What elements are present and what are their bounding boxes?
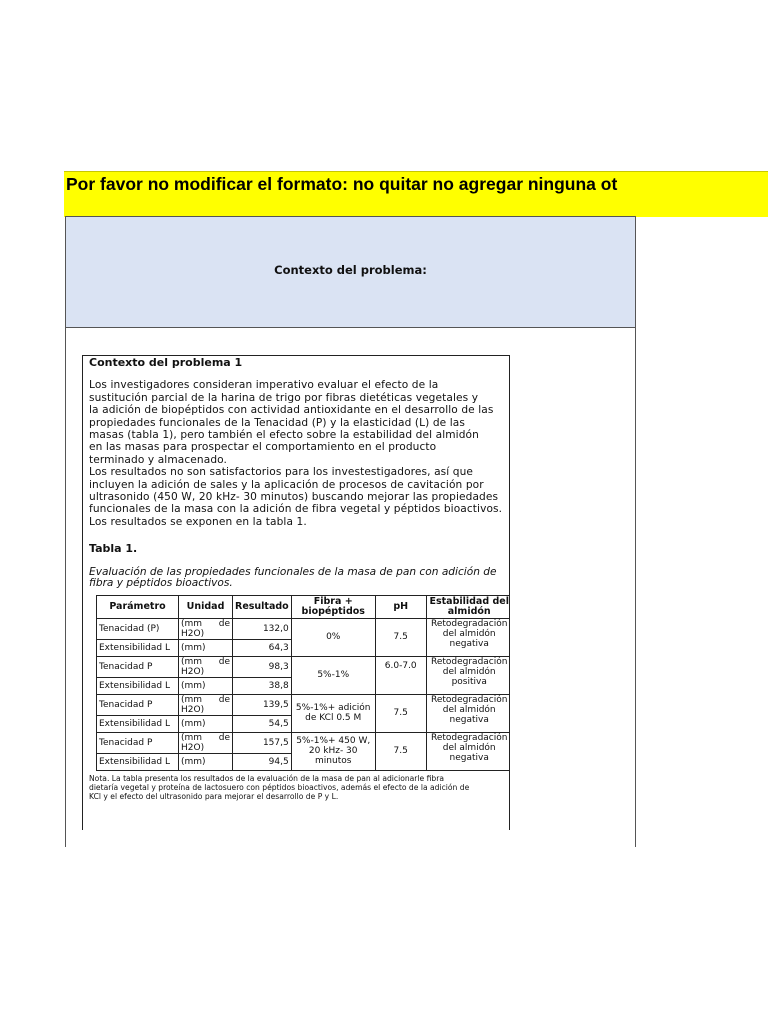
table-row [97, 732, 511, 753]
paragraph-line: ultrasonido (450 W, 20 kHz- 30 minutos) buscando mejorar las propiedades [89, 490, 499, 503]
table-label: Tabla 1. [89, 542, 138, 556]
paragraph-line: Los resultados se exponen en la tabla 1. [89, 515, 307, 528]
cell-estabilidad: Retodegradación del almidón negativa [426, 694, 510, 732]
paragraph-line: propiedades funcionales de la Tenacidad (P) y la elasticidad (L) de las [89, 416, 466, 429]
note-line: KCl y el efecto del ultrasonido para mejorar el desarrollo de P y L. [89, 791, 339, 801]
banner-text: Por favor no modificar el formato: no quitar no agregar ninguna ot [66, 174, 618, 194]
paragraph-line: terminado y almacenado. [89, 453, 228, 466]
results-table [96, 595, 510, 771]
header-resultado: Resultado [233, 595, 292, 618]
unit-text: (mm [181, 732, 203, 743]
paragraph-line: Los investigadores consideran imperativo evaluar el efecto de la [89, 379, 439, 392]
cell-estabilidad: Retodegradación del almidón negativa [426, 618, 510, 656]
note-line: Nota. La tabla presenta los resultados de la evaluación de la masa de pan al adicionarle fibra [89, 773, 444, 783]
paragraph-2 [89, 466, 510, 528]
document-heading: Contexto del problema 1 [89, 356, 243, 369]
table-header-row [97, 595, 511, 618]
note-line: dietaría vegetal y proteína de lactosuero con péptidos bioactivos, además el efecto de la adición de [89, 782, 470, 792]
embedded-document-image [82, 355, 510, 830]
table-note [89, 774, 510, 801]
cell-unidad [179, 732, 233, 753]
cell-parametro: Extensibilidad L [97, 753, 179, 770]
cell-estabilidad: Retodegradación del almidón positiva [426, 656, 510, 694]
cell-parametro: Tenacidad (P) [97, 618, 179, 639]
cell-fibra: 5%-1%+ adición de KCl 0.5 M [291, 694, 375, 732]
unit-text: de [218, 694, 230, 705]
unit-text: (mm [181, 656, 203, 667]
unit-text: de [218, 732, 230, 743]
cell-unidad [179, 618, 233, 639]
cell-ph: 7.5 [375, 732, 426, 770]
cell-fibra: 5%-1%+ 450 W, 20 kHz- 30 minutos [291, 732, 375, 770]
warning-banner [64, 171, 768, 217]
header-unidad: Unidad [179, 595, 233, 618]
unit-text: (mm [181, 694, 203, 705]
table-row [97, 694, 511, 715]
cell-unidad: (mm) [179, 677, 233, 694]
unit-text: H2O) [181, 628, 205, 639]
context-header-title: Contexto del problema: [274, 263, 427, 277]
cell-unidad: (mm) [179, 715, 233, 732]
cell-ph: 7.5 [375, 694, 426, 732]
header-estabilidad: Estabilidad del almidón [426, 595, 510, 618]
cell-parametro: Tenacidad P [97, 694, 179, 715]
cell-resultado: 54,5 [233, 715, 292, 732]
unit-text: de [218, 656, 230, 667]
cell-parametro: Extensibilidad L [97, 639, 179, 656]
paragraph-line: incluyen la adición de sales y la aplicación de procesos de cavitación por [89, 478, 484, 491]
table-caption [89, 566, 510, 589]
unit-text: H2O) [181, 666, 205, 677]
cell-unidad: (mm) [179, 753, 233, 770]
cell-resultado: 132,0 [233, 618, 292, 639]
cell-parametro: Extensibilidad L [97, 677, 179, 694]
paragraph-line: en las masas para prospectar el comportamiento en el producto [89, 441, 437, 454]
cell-ph: 6.0-7.0 [375, 656, 426, 694]
unit-text: (mm [181, 618, 203, 629]
cell-parametro: Tenacidad P [97, 656, 179, 677]
cell-fibra: 5%-1% [291, 656, 375, 694]
cell-resultado: 157,5 [233, 732, 292, 753]
paragraph-line: sustitución parcial de la harina de trigo por fibras dietéticas vegetales y [89, 391, 479, 404]
cell-unidad [179, 656, 233, 677]
paragraph-line: funcionales de la masa con la adición de fibra vegetal y péptidos bioactivos. [89, 503, 503, 516]
context-header-cell [65, 216, 636, 328]
caption-line: fibra y péptidos bioactivos. [89, 577, 233, 590]
cell-parametro: Extensibilidad L [97, 715, 179, 732]
table-row [97, 656, 511, 677]
caption-line: Evaluación de las propiedades funcionales de la masa de pan con adición de [89, 565, 497, 578]
table-row [97, 618, 511, 639]
header-ph: pH [375, 595, 426, 618]
cell-estabilidad: Retodegradación del almidón negativa [426, 732, 510, 770]
cell-resultado: 64,3 [233, 639, 292, 656]
paragraph-1 [89, 379, 510, 466]
cell-unidad [179, 694, 233, 715]
cell-parametro: Tenacidad P [97, 732, 179, 753]
header-fibra: Fibra + biopéptidos [291, 595, 375, 618]
paragraph-line: masas (tabla 1), pero también el efecto sobre la estabilidad del almidón [89, 428, 479, 441]
unit-text: H2O) [181, 704, 205, 715]
cell-resultado: 139,5 [233, 694, 292, 715]
cell-ph: 7.5 [375, 618, 426, 656]
cell-resultado: 94,5 [233, 753, 292, 770]
cell-resultado: 98,3 [233, 656, 292, 677]
paragraph-line: Los resultados no son satisfactorios para los investestigadores, así que [89, 466, 474, 479]
paragraph-line: la adición de biopéptidos con actividad antioxidante en el desarrollo de las [89, 404, 494, 417]
cell-resultado: 38,8 [233, 677, 292, 694]
header-parametro: Parámetro [97, 595, 179, 618]
cell-fibra: 0% [291, 618, 375, 656]
unit-text: de [218, 618, 230, 629]
unit-text: H2O) [181, 742, 205, 753]
cell-unidad: (mm) [179, 639, 233, 656]
